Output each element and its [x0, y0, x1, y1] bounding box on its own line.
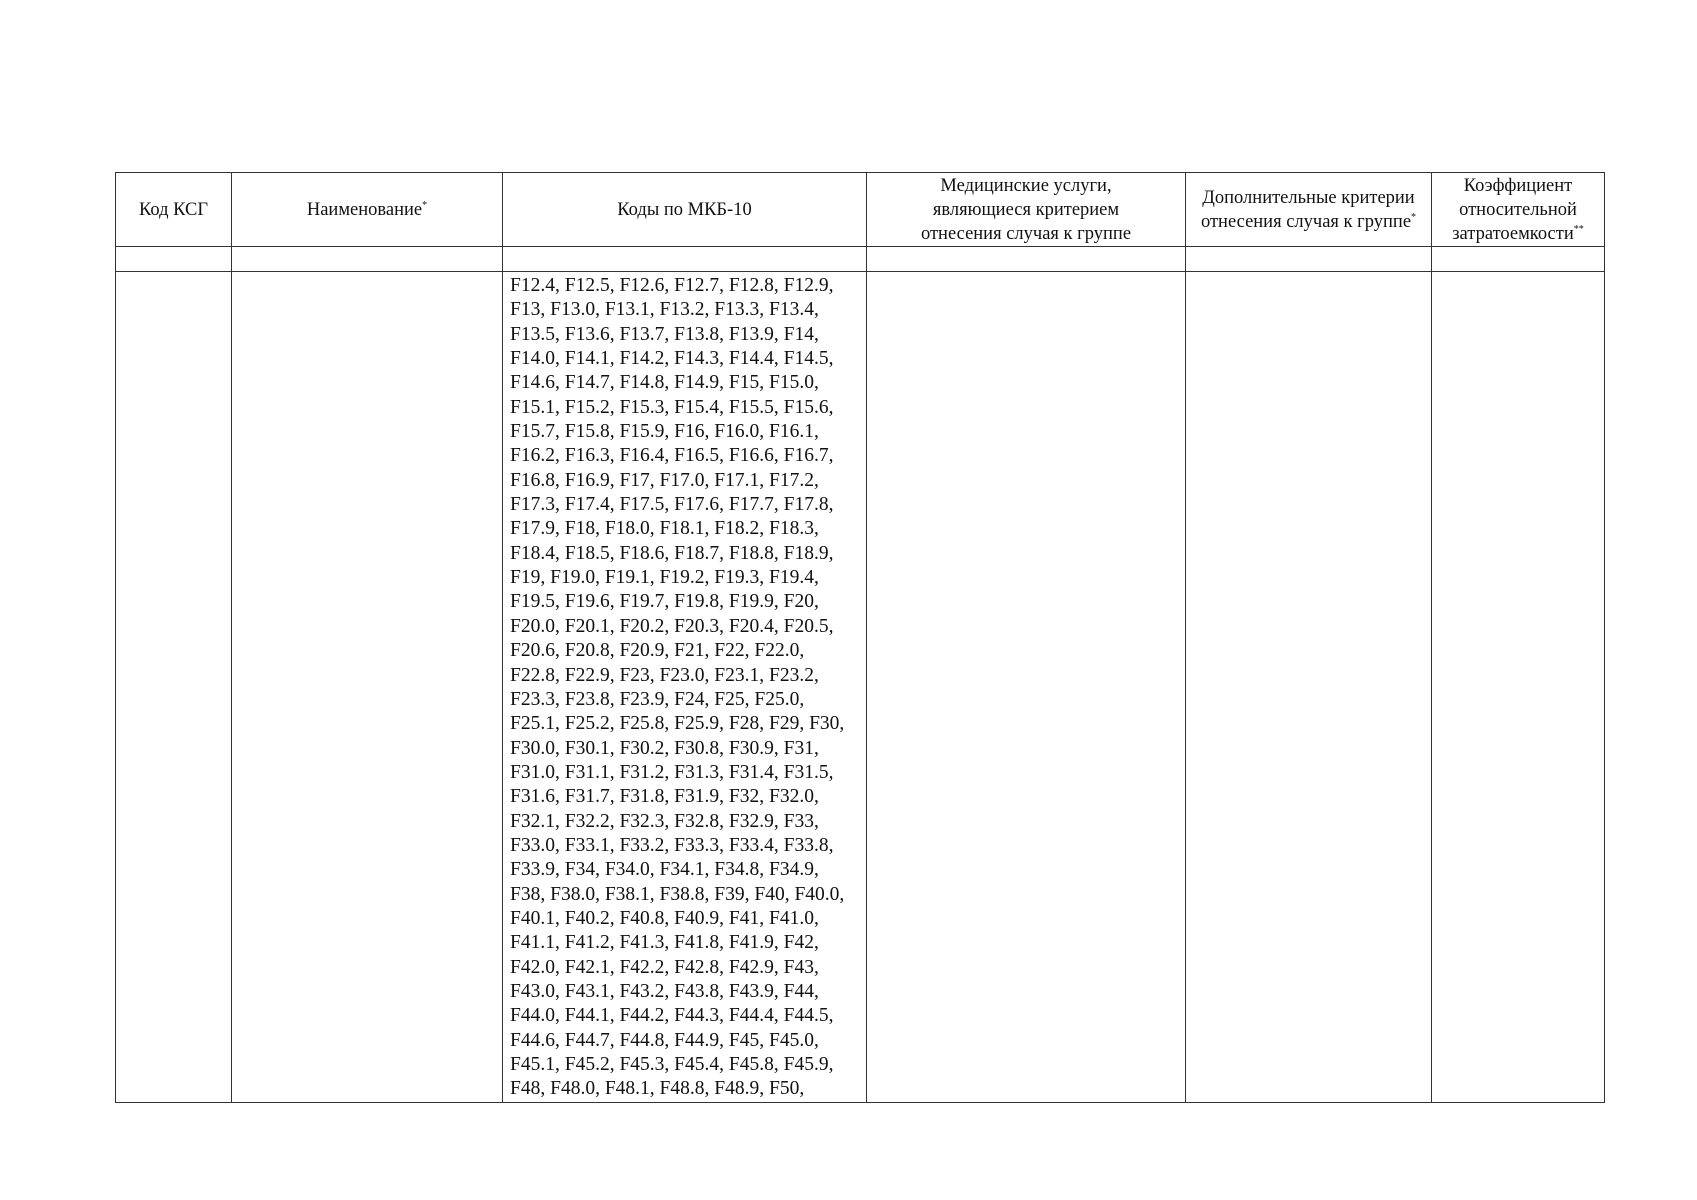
header-cost-coefficient-footnote-mark: ** [1573, 223, 1584, 235]
column-number-cell [232, 247, 503, 272]
header-ksg-code [116, 173, 232, 247]
header-cost-coefficient-label: Коэффициент относительной затратоемкости [1452, 175, 1577, 244]
icd-code-line: F12.4, F12.5, F12.6, F12.7, F12.8, F12.9, [510, 275, 834, 296]
column-number-cell [116, 247, 232, 272]
icd-code-line: F14.6, F14.7, F14.8, F14.9, F15, F15.0, [510, 372, 819, 394]
icd-code-line: F44.6, F44.7, F44.8, F44.9, F45, F45.0, [510, 1029, 819, 1051]
column-number-cell [1186, 247, 1432, 272]
icd-code-line: F17.3, F17.4, F17.5, F17.6, F17.7, F17.8, [510, 494, 834, 516]
icd-code-line: F13, F13.0, F13.1, F13.2, F13.3, F13.4, [510, 299, 819, 321]
icd-code-line: F20.6, F20.8, F20.9, F21, F22, F22.0, [510, 640, 805, 662]
icd-codes-list [503, 272, 866, 1102]
medical-services-cell [867, 272, 1186, 1103]
header-medical-services [867, 173, 1186, 247]
icd-code-line: F31.0, F31.1, F31.2, F31.3, F31.4, F31.5, [510, 761, 834, 783]
icd-code-line: F15.1, F15.2, F15.3, F15.4, F15.5, F15.6, [510, 396, 834, 418]
icd-code-line: F48, F48.0, F48.1, F48.8, F48.9, F50, [510, 1078, 805, 1100]
icd-code-line: F16.8, F16.9, F17, F17.0, F17.1, F17.2, [510, 469, 819, 491]
header-icd-codes-label: Коды по МКБ-10 [617, 199, 752, 220]
icd-code-line: F32.1, F32.2, F32.3, F32.8, F32.9, F33, [510, 810, 819, 832]
icd-code-line: F41.1, F41.2, F41.3, F41.8, F41.9, F42, [510, 932, 819, 954]
icd-code-line: F19.5, F19.6, F19.7, F19.8, F19.9, F20, [510, 591, 819, 613]
table-row [116, 272, 1605, 1103]
column-number-cell [867, 247, 1186, 272]
icd-code-line: F19, F19.0, F19.1, F19.2, F19.3, F19.4, [510, 567, 819, 589]
icd-code-line: F45.1, F45.2, F45.3, F45.4, F45.8, F45.9, [510, 1054, 834, 1075]
header-cost-coefficient [1432, 173, 1605, 247]
icd-code-line: F33.0, F33.1, F33.2, F33.3, F33.4, F33.8, [510, 834, 834, 856]
header-name-footnote-mark: * [422, 199, 428, 211]
icd-code-line: F30.0, F30.1, F30.2, F30.8, F30.9, F31, [510, 737, 819, 759]
icd-code-line: F18.4, F18.5, F18.6, F18.7, F18.8, F18.9, [510, 542, 834, 564]
name-cell [232, 272, 503, 1103]
icd-code-line: F38, F38.0, F38.1, F38.8, F39, F40, F40.0, [510, 883, 845, 905]
icd-code-line: F20.0, F20.1, F20.2, F20.3, F20.4, F20.5, [510, 615, 834, 637]
icd-code-line: F23.3, F23.8, F23.9, F24, F25, F25.0, [510, 688, 805, 710]
header-name-label: Наименование [306, 199, 423, 220]
header-icd-codes [503, 173, 867, 247]
icd-code-line: F17.9, F18, F18.0, F18.1, F18.2, F18.3, [510, 518, 819, 540]
column-number-row [116, 247, 1605, 272]
icd-code-line: F13.5, F13.6, F13.7, F13.8, F13.9, F14, [510, 323, 819, 345]
column-number-cell [503, 247, 867, 272]
icd-code-line: F22.8, F22.9, F23, F23.0, F23.1, F23.2, [510, 664, 819, 686]
icd-code-line: F43.0, F43.1, F43.2, F43.8, F43.9, F44, [510, 980, 819, 1002]
header-additional-criteria [1186, 173, 1432, 247]
icd-code-line: F15.7, F15.8, F15.9, F16, F16.0, F16.1, [510, 421, 819, 443]
additional-criteria-cell [1186, 272, 1432, 1103]
icd-code-line: F14.0, F14.1, F14.2, F14.3, F14.4, F14.5, [510, 348, 834, 370]
icd-code-line: F25.1, F25.2, F25.8, F25.9, F28, F29, F30, [510, 713, 845, 735]
ksg-code-cell [116, 272, 232, 1103]
header-row [116, 173, 1605, 247]
icd-code-line: F31.6, F31.7, F31.8, F31.9, F32, F32.0, [510, 786, 819, 808]
icd-code-line: F44.0, F44.1, F44.2, F44.3, F44.4, F44.5, [510, 1005, 834, 1027]
icd-codes-cell [503, 272, 867, 1103]
ksg-table [115, 172, 1605, 1103]
icd-code-line: F40.1, F40.2, F40.8, F40.9, F41, F41.0, [510, 907, 819, 929]
header-additional-criteria-label: Дополнительные критерии отнесения случая к группе [1200, 187, 1415, 232]
header-name [232, 173, 503, 247]
icd-code-line: F16.2, F16.3, F16.4, F16.5, F16.6, F16.7, [510, 445, 834, 467]
cost-coefficient-cell [1432, 272, 1605, 1103]
header-ksg-code-label: Код КСГ [138, 199, 209, 220]
header-additional-criteria-footnote-mark: * [1411, 211, 1417, 223]
header-medical-services-label: Медицинские услуги, являющиеся критерием отнесения случая к группе [920, 175, 1132, 244]
column-number-cell [1432, 247, 1605, 272]
icd-code-line: F33.9, F34, F34.0, F34.1, F34.8, F34.9, [510, 859, 819, 881]
icd-code-line: F42.0, F42.1, F42.2, F42.8, F42.9, F43, [510, 956, 819, 978]
